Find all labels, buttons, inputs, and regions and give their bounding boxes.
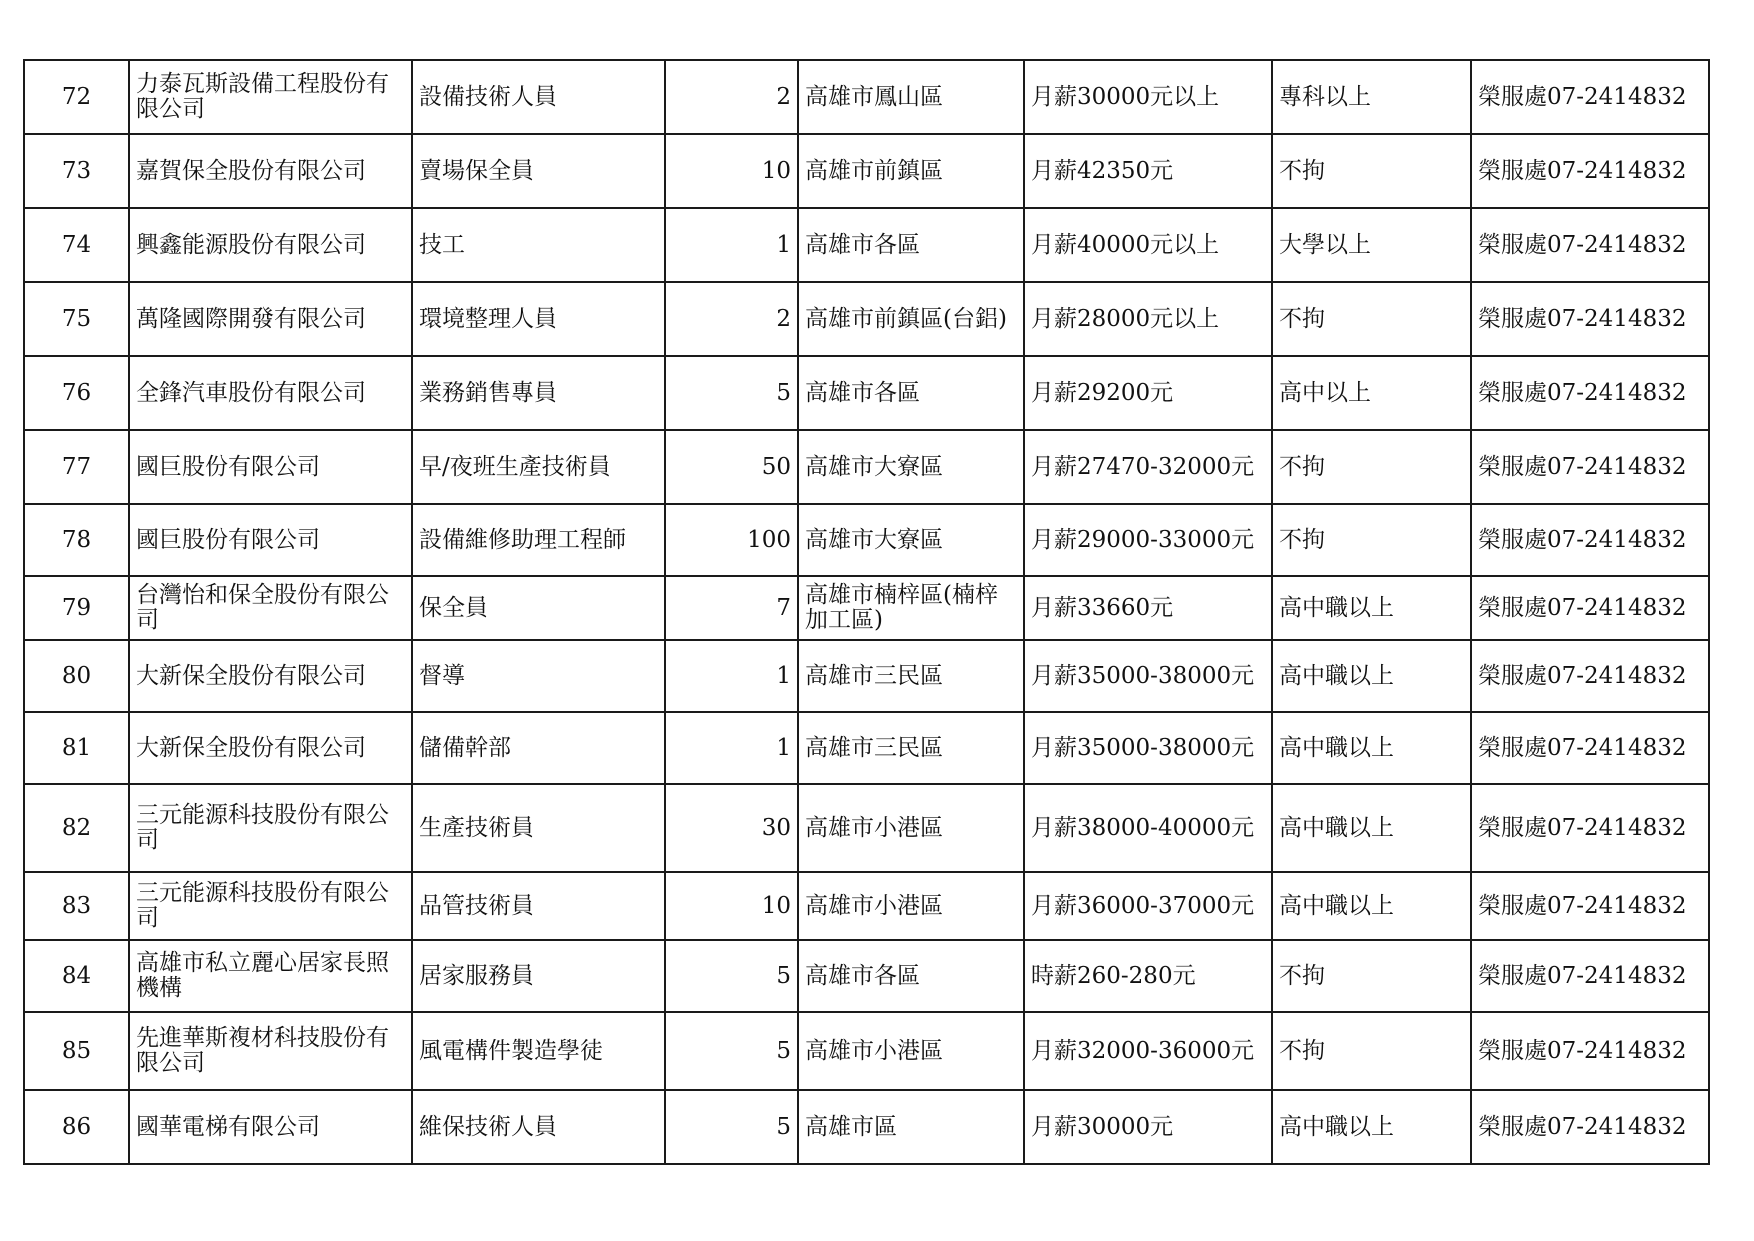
opening-count: 5 bbox=[665, 1090, 798, 1164]
opening-count: 2 bbox=[665, 282, 798, 356]
table-row bbox=[24, 356, 1709, 430]
row-number: 85 bbox=[24, 1012, 129, 1090]
work-location: 高雄市各區 bbox=[798, 208, 1024, 282]
opening-count: 1 bbox=[665, 712, 798, 784]
contact-info: 榮服處07-2414832 bbox=[1471, 60, 1709, 134]
contact-info: 榮服處07-2414832 bbox=[1471, 872, 1709, 940]
opening-count: 5 bbox=[665, 1012, 798, 1090]
job-title: 環境整理人員 bbox=[412, 282, 665, 356]
table-row bbox=[24, 1090, 1709, 1164]
company-name: 先進華斯複材科技股份有限公司 bbox=[129, 1012, 412, 1090]
education-requirement: 高中職以上 bbox=[1272, 640, 1471, 712]
company-name: 國巨股份有限公司 bbox=[129, 504, 412, 576]
work-location: 高雄市各區 bbox=[798, 356, 1024, 430]
job-title: 居家服務員 bbox=[412, 940, 665, 1012]
education-requirement: 高中職以上 bbox=[1272, 576, 1471, 640]
job-title: 保全員 bbox=[412, 576, 665, 640]
work-location: 高雄市前鎮區(台鋁) bbox=[798, 282, 1024, 356]
contact-info: 榮服處07-2414832 bbox=[1471, 430, 1709, 504]
salary: 時薪260-280元 bbox=[1024, 940, 1272, 1012]
salary: 月薪30000元 bbox=[1024, 1090, 1272, 1164]
opening-count: 30 bbox=[665, 784, 798, 872]
contact-info: 榮服處07-2414832 bbox=[1471, 208, 1709, 282]
contact-info: 榮服處07-2414832 bbox=[1471, 356, 1709, 430]
job-listings-body bbox=[24, 60, 1709, 1164]
opening-count: 1 bbox=[665, 640, 798, 712]
education-requirement: 專科以上 bbox=[1272, 60, 1471, 134]
table-row bbox=[24, 784, 1709, 872]
job-listings-page bbox=[23, 59, 1708, 1165]
table-row bbox=[24, 1012, 1709, 1090]
education-requirement: 高中職以上 bbox=[1272, 1090, 1471, 1164]
table-row bbox=[24, 60, 1709, 134]
education-requirement: 不拘 bbox=[1272, 430, 1471, 504]
work-location: 高雄市鳳山區 bbox=[798, 60, 1024, 134]
contact-info: 榮服處07-2414832 bbox=[1471, 282, 1709, 356]
table-row bbox=[24, 504, 1709, 576]
company-name: 全鋒汽車股份有限公司 bbox=[129, 356, 412, 430]
row-number: 80 bbox=[24, 640, 129, 712]
row-number: 78 bbox=[24, 504, 129, 576]
job-title: 賣場保全員 bbox=[412, 134, 665, 208]
opening-count: 5 bbox=[665, 940, 798, 1012]
company-name: 力泰瓦斯設備工程股份有限公司 bbox=[129, 60, 412, 134]
contact-info: 榮服處07-2414832 bbox=[1471, 940, 1709, 1012]
opening-count: 100 bbox=[665, 504, 798, 576]
work-location: 高雄市小港區 bbox=[798, 1012, 1024, 1090]
education-requirement: 大學以上 bbox=[1272, 208, 1471, 282]
job-title: 生產技術員 bbox=[412, 784, 665, 872]
company-name: 三元能源科技股份有限公司 bbox=[129, 784, 412, 872]
company-name: 大新保全股份有限公司 bbox=[129, 712, 412, 784]
row-number: 72 bbox=[24, 60, 129, 134]
salary: 月薪35000-38000元 bbox=[1024, 712, 1272, 784]
job-title: 早/夜班生產技術員 bbox=[412, 430, 665, 504]
job-listings-table bbox=[23, 59, 1710, 1165]
work-location: 高雄市小港區 bbox=[798, 784, 1024, 872]
table-row bbox=[24, 940, 1709, 1012]
education-requirement: 高中職以上 bbox=[1272, 784, 1471, 872]
salary: 月薪42350元 bbox=[1024, 134, 1272, 208]
job-title: 設備維修助理工程師 bbox=[412, 504, 665, 576]
row-number: 81 bbox=[24, 712, 129, 784]
job-title: 設備技術人員 bbox=[412, 60, 665, 134]
job-title: 風電構件製造學徒 bbox=[412, 1012, 665, 1090]
contact-info: 榮服處07-2414832 bbox=[1471, 1090, 1709, 1164]
company-name: 國巨股份有限公司 bbox=[129, 430, 412, 504]
work-location: 高雄市大寮區 bbox=[798, 430, 1024, 504]
row-number: 76 bbox=[24, 356, 129, 430]
education-requirement: 不拘 bbox=[1272, 282, 1471, 356]
table-row bbox=[24, 576, 1709, 640]
salary: 月薪32000-36000元 bbox=[1024, 1012, 1272, 1090]
education-requirement: 高中以上 bbox=[1272, 356, 1471, 430]
table-row bbox=[24, 134, 1709, 208]
company-name: 萬隆國際開發有限公司 bbox=[129, 282, 412, 356]
work-location: 高雄市區 bbox=[798, 1090, 1024, 1164]
opening-count: 1 bbox=[665, 208, 798, 282]
work-location: 高雄市各區 bbox=[798, 940, 1024, 1012]
contact-info: 榮服處07-2414832 bbox=[1471, 504, 1709, 576]
row-number: 77 bbox=[24, 430, 129, 504]
salary: 月薪33660元 bbox=[1024, 576, 1272, 640]
education-requirement: 不拘 bbox=[1272, 134, 1471, 208]
table-row bbox=[24, 282, 1709, 356]
company-name: 國華電梯有限公司 bbox=[129, 1090, 412, 1164]
job-title: 維保技術人員 bbox=[412, 1090, 665, 1164]
opening-count: 50 bbox=[665, 430, 798, 504]
row-number: 86 bbox=[24, 1090, 129, 1164]
work-location: 高雄市前鎮區 bbox=[798, 134, 1024, 208]
company-name: 興鑫能源股份有限公司 bbox=[129, 208, 412, 282]
row-number: 74 bbox=[24, 208, 129, 282]
contact-info: 榮服處07-2414832 bbox=[1471, 640, 1709, 712]
row-number: 75 bbox=[24, 282, 129, 356]
row-number: 84 bbox=[24, 940, 129, 1012]
table-row bbox=[24, 872, 1709, 940]
contact-info: 榮服處07-2414832 bbox=[1471, 134, 1709, 208]
opening-count: 7 bbox=[665, 576, 798, 640]
work-location: 高雄市楠梓區(楠梓加工區) bbox=[798, 576, 1024, 640]
row-number: 83 bbox=[24, 872, 129, 940]
company-name: 三元能源科技股份有限公司 bbox=[129, 872, 412, 940]
salary: 月薪29200元 bbox=[1024, 356, 1272, 430]
opening-count: 10 bbox=[665, 872, 798, 940]
job-title: 業務銷售專員 bbox=[412, 356, 665, 430]
table-row bbox=[24, 640, 1709, 712]
salary: 月薪40000元以上 bbox=[1024, 208, 1272, 282]
contact-info: 榮服處07-2414832 bbox=[1471, 1012, 1709, 1090]
opening-count: 10 bbox=[665, 134, 798, 208]
table-row bbox=[24, 712, 1709, 784]
company-name: 嘉賀保全股份有限公司 bbox=[129, 134, 412, 208]
salary: 月薪38000-40000元 bbox=[1024, 784, 1272, 872]
contact-info: 榮服處07-2414832 bbox=[1471, 576, 1709, 640]
salary: 月薪30000元以上 bbox=[1024, 60, 1272, 134]
table-row bbox=[24, 208, 1709, 282]
education-requirement: 高中職以上 bbox=[1272, 712, 1471, 784]
education-requirement: 不拘 bbox=[1272, 504, 1471, 576]
opening-count: 2 bbox=[665, 60, 798, 134]
salary: 月薪35000-38000元 bbox=[1024, 640, 1272, 712]
education-requirement: 不拘 bbox=[1272, 940, 1471, 1012]
row-number: 73 bbox=[24, 134, 129, 208]
job-title: 技工 bbox=[412, 208, 665, 282]
opening-count: 5 bbox=[665, 356, 798, 430]
salary: 月薪27470-32000元 bbox=[1024, 430, 1272, 504]
job-title: 儲備幹部 bbox=[412, 712, 665, 784]
work-location: 高雄市三民區 bbox=[798, 712, 1024, 784]
work-location: 高雄市三民區 bbox=[798, 640, 1024, 712]
work-location: 高雄市小港區 bbox=[798, 872, 1024, 940]
job-title: 品管技術員 bbox=[412, 872, 665, 940]
job-title: 督導 bbox=[412, 640, 665, 712]
contact-info: 榮服處07-2414832 bbox=[1471, 712, 1709, 784]
contact-info: 榮服處07-2414832 bbox=[1471, 784, 1709, 872]
salary: 月薪28000元以上 bbox=[1024, 282, 1272, 356]
row-number: 79 bbox=[24, 576, 129, 640]
company-name: 台灣怡和保全股份有限公司 bbox=[129, 576, 412, 640]
company-name: 大新保全股份有限公司 bbox=[129, 640, 412, 712]
table-row bbox=[24, 430, 1709, 504]
education-requirement: 不拘 bbox=[1272, 1012, 1471, 1090]
salary: 月薪29000-33000元 bbox=[1024, 504, 1272, 576]
company-name: 高雄市私立麗心居家長照機構 bbox=[129, 940, 412, 1012]
education-requirement: 高中職以上 bbox=[1272, 872, 1471, 940]
salary: 月薪36000-37000元 bbox=[1024, 872, 1272, 940]
work-location: 高雄市大寮區 bbox=[798, 504, 1024, 576]
row-number: 82 bbox=[24, 784, 129, 872]
